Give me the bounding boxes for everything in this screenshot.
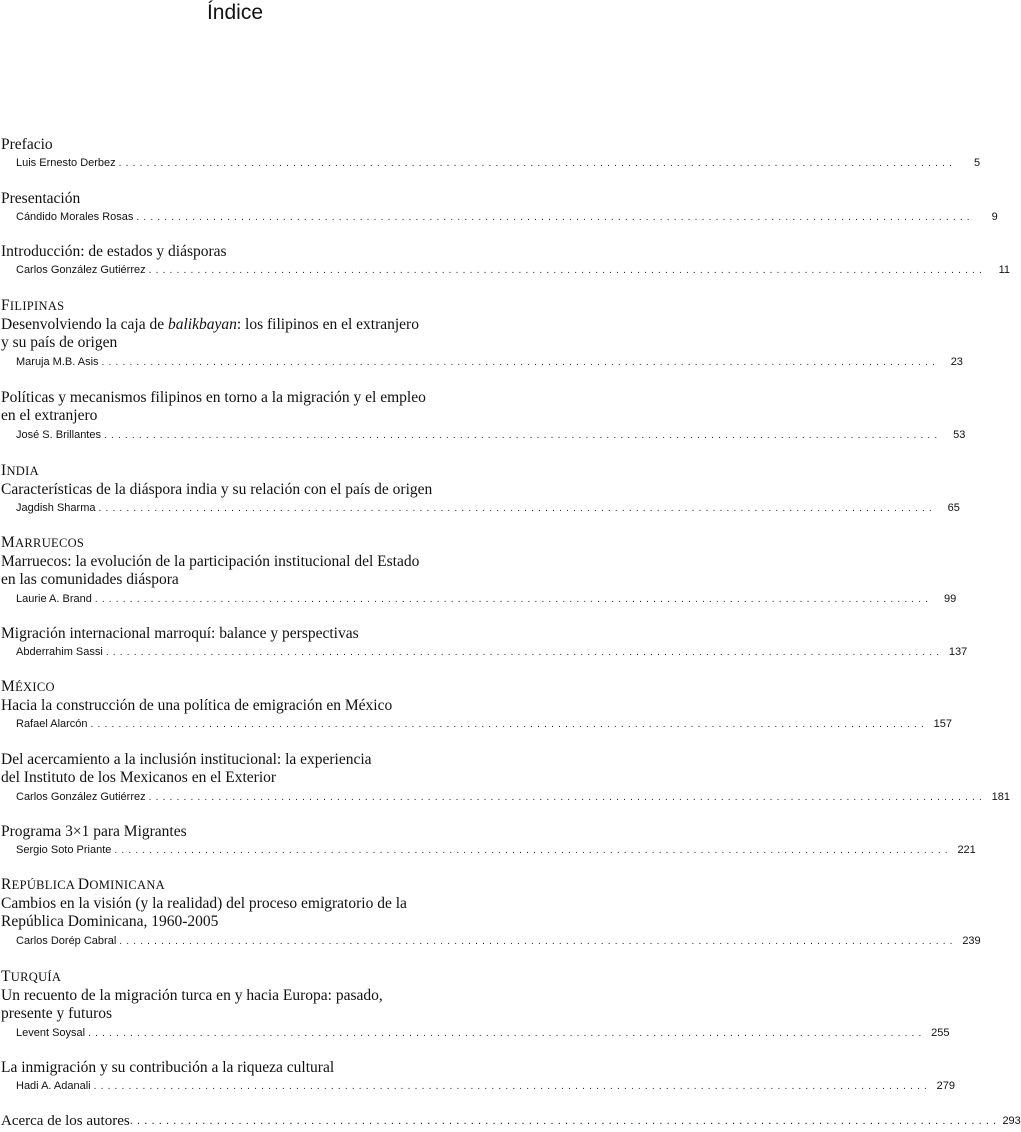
toc-page-number: 181 xyxy=(991,791,1011,803)
toc-author: Sergio Soto Priante xyxy=(16,844,112,856)
toc-entry-balikbayan[interactable] xyxy=(16,355,963,369)
toc-page-number: 293 xyxy=(1002,1115,1021,1127)
toc-entry-prefacio[interactable] xyxy=(16,156,981,170)
dot-leader: ........................................................................................................................ xyxy=(148,265,987,276)
toc-title-inmigracion: La inmigración y su contribución a la riqueza cultural xyxy=(1,1059,335,1076)
toc-title-marruecos-line2: en las comunidades diáspora xyxy=(1,571,179,588)
toc-author: Levent Soysal xyxy=(16,1027,86,1039)
toc-page-number: 239 xyxy=(962,935,981,947)
toc-title-marroqui: Migración internacional marroquí: balance y perspectivas xyxy=(1,625,359,642)
dot-leader: ........................................................................................................................ xyxy=(118,158,957,169)
toc-page-number: 99 xyxy=(944,593,957,605)
section-heading-mexico: MÉXICO xyxy=(1,678,55,695)
toc-entry-acerca-autores[interactable] xyxy=(1,1112,1021,1130)
dot-leader: ........................................................................................................................ xyxy=(90,719,928,730)
dot-leader: ........................................................................................................................ xyxy=(148,792,987,803)
toc-page-number: 221 xyxy=(957,844,976,856)
toc-title-dominicana-line2: República Dominicana, 1960-2005 xyxy=(1,913,219,930)
toc-title-dominicana: Cambios en la visión (y la realidad) del proceso emigratorio de la xyxy=(1,895,407,912)
dot-leader: ........................................................................................................................ xyxy=(101,357,939,368)
toc-page-number: 23 xyxy=(950,356,963,368)
dot-leader: ........................................................................................................................ xyxy=(129,1115,1001,1127)
toc-entry-politicas-filipinas[interactable] xyxy=(16,428,966,442)
toc-page-number: 279 xyxy=(936,1080,956,1092)
toc-entry-mexico-politica[interactable] xyxy=(16,717,952,731)
dot-leader: ........................................................................................................................ xyxy=(114,845,952,856)
toc-page-number: 53 xyxy=(953,429,966,441)
toc-entry-introduccion[interactable] xyxy=(16,263,1011,277)
toc-title-politicas-filipinas: Políticas y mecanismos filipinos en torno a la migración y el empleo xyxy=(1,389,426,406)
toc-title-turquia: Un recuento de la migración turca en y hacia Europa: pasado, xyxy=(1,987,383,1004)
toc-title-balikbayan-line2: y su país de origen xyxy=(1,334,118,351)
toc-page-number: 157 xyxy=(933,718,952,730)
section-heading-dominicana: REPÚBLICA DOMINICANA xyxy=(1,876,166,893)
section-heading-marruecos: MARRUECOS xyxy=(1,534,85,551)
toc-entry-mexico-instituto[interactable] xyxy=(16,790,1011,804)
toc-title-acerca-autores: Acerca de los autores xyxy=(1,1113,130,1129)
toc-page-number: 5 xyxy=(973,157,981,169)
dot-leader: ........................................................................................................................ xyxy=(119,936,957,947)
toc-title-prefacio: Prefacio xyxy=(1,136,53,153)
toc-entry-presentacion[interactable] xyxy=(16,210,998,224)
toc-author: Carlos González Gutiérrez xyxy=(16,791,146,803)
toc-entry-turquia[interactable] xyxy=(16,1026,950,1040)
toc-title-presentacion: Presentación xyxy=(1,190,81,207)
toc-page-number: 255 xyxy=(931,1027,950,1039)
toc-page-number: 11 xyxy=(998,264,1011,276)
toc-page-number: 137 xyxy=(948,646,968,658)
toc-author: Hadi A. Adanali xyxy=(16,1080,91,1092)
toc-author: Carlos González Gutiérrez xyxy=(16,264,146,276)
toc-author: Cándido Morales Rosas xyxy=(16,211,134,223)
toc-author: Rafael Alarcón xyxy=(16,718,88,730)
toc-title-politicas-filipinas-line2: en el extranjero xyxy=(1,407,98,424)
toc-entry-programa-3x1[interactable] xyxy=(16,843,976,857)
toc-title-balikbayan: Desenvolviendo la caja de balikbayan: los filipinos en el extranjero xyxy=(1,316,419,333)
toc-author: Maruja M.B. Asis xyxy=(16,356,99,368)
toc-author: Jagdish Sharma xyxy=(16,502,96,514)
toc-entry-dominicana[interactable] xyxy=(16,934,981,948)
dot-leader: ........................................................................................................................ xyxy=(103,430,942,441)
toc-author: Carlos Dorép Cabral xyxy=(16,935,117,947)
section-heading-filipinas: FILIPINAS xyxy=(1,297,65,314)
dot-leader: ........................................................................................................................ xyxy=(98,503,936,514)
toc-title-india: Características de la diáspora india y su relación con el país de origen xyxy=(1,481,433,498)
toc-author: Laurie A. Brand xyxy=(16,593,92,605)
toc-title-marruecos: Marruecos: la evolución de la participación institucional del Estado xyxy=(1,553,420,570)
toc-entry-india[interactable] xyxy=(16,501,960,515)
toc-entry-inmigracion[interactable] xyxy=(16,1079,956,1093)
dot-leader: ........................................................................................................................ xyxy=(136,212,974,223)
toc-title-mexico-instituto: Del acercamiento a la inclusión institucional: la experiencia xyxy=(1,751,372,768)
toc-author: José S. Brillantes xyxy=(16,429,101,441)
toc-author: Abderrahim Sassi xyxy=(16,646,103,658)
page-title: Índice xyxy=(206,1,264,24)
toc-page-number: 9 xyxy=(991,211,998,223)
dot-leader: ........................................................................................................................ xyxy=(94,594,933,605)
toc-title-programa-3x1: Programa 3×1 para Migrantes xyxy=(1,823,187,840)
toc-title-mexico-instituto-line2: del Instituto de los Mexicanos en el Exterior xyxy=(1,769,277,786)
toc-entry-marroqui[interactable] xyxy=(16,645,968,659)
toc-author: Luis Ernesto Derbez xyxy=(16,157,116,169)
toc-entry-marruecos[interactable] xyxy=(16,592,957,606)
toc-title-mexico-politica: Hacia la construcción de una política de emigración en México xyxy=(1,697,393,714)
section-heading-turquia: TURQUÍA xyxy=(1,968,62,985)
dot-leader: ........................................................................................................................ xyxy=(88,1028,926,1039)
dot-leader: ........................................................................................................................ xyxy=(105,647,944,658)
section-heading-india: INDIA xyxy=(1,462,39,479)
toc-title-introduccion: Introducción: de estados y diásporas xyxy=(1,243,227,260)
toc-title-turquia-line2: presente y futuros xyxy=(1,1005,113,1022)
toc-page-number: 65 xyxy=(947,502,960,514)
dot-leader: ........................................................................................................................ xyxy=(93,1081,932,1092)
